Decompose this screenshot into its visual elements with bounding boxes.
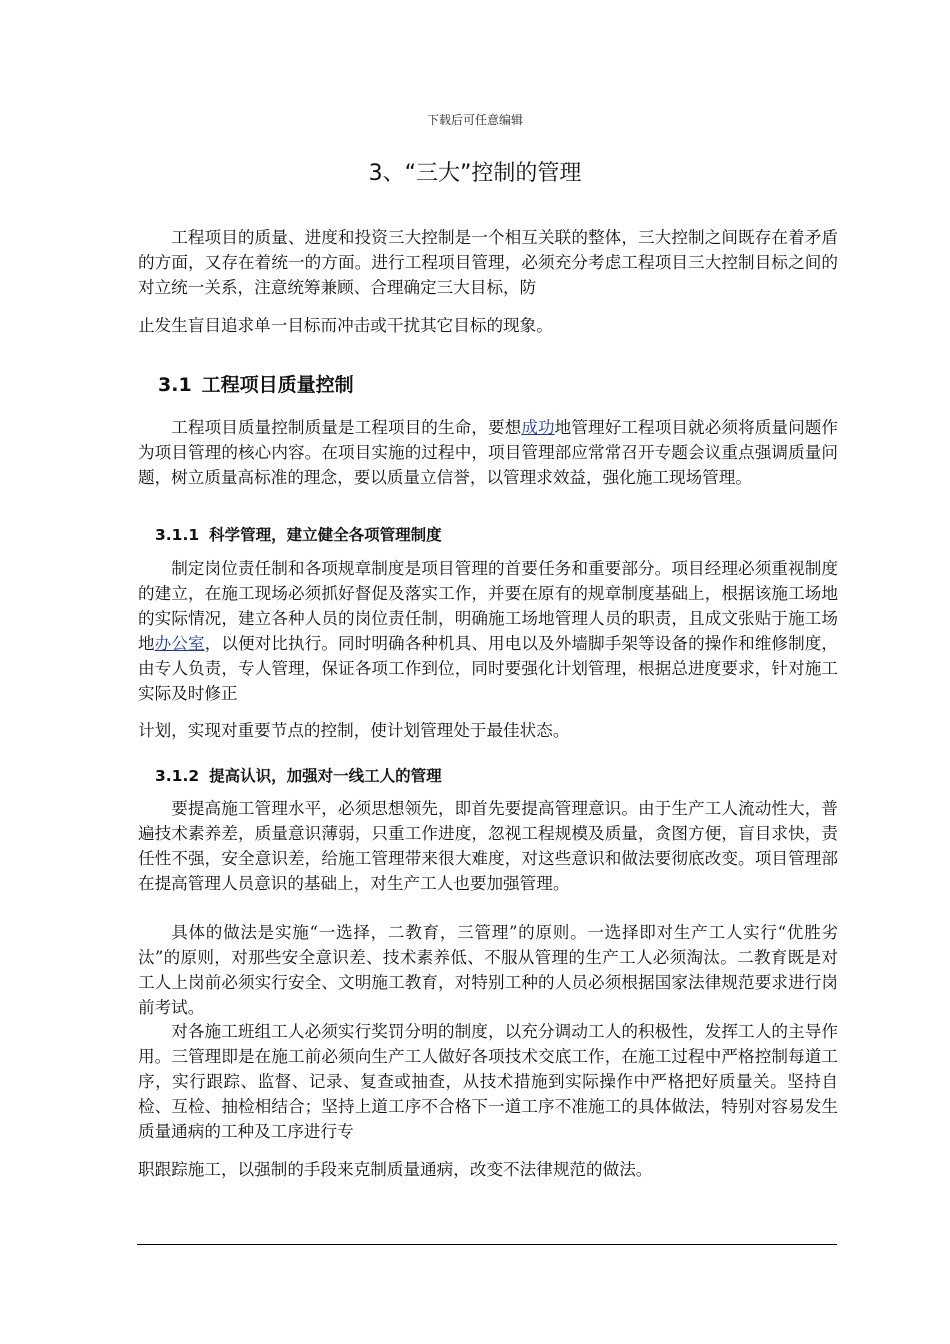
section-3-1-2-paragraph-3: 对各施工班组工人必须实行奖罚分明的制度，以充分调动工人的积极性，发挥工人的主导作用。三管理即是在施工前必须向生产工人做好各项技术交底工作，在施工过程中严格控制每道工序，实行跟踪、监督、记录、复查或抽查，从技术措施到实际操作中严格把好质量关。坚持自检、互检、抽检相结合；坚持上道工序不合格下一道工序不准施工的具体做法，特别对容易发生质量通病的工种及工序进行专: [138, 1022, 838, 1141]
section-number: 3.1.2: [155, 767, 200, 785]
section-3-1-2-paragraph-2: 具体的做法是实施“一选择，二教育，三管理”的原则。一选择即对生产工人实行“优胜劣汰”的原则，对那些安全意识差、技术素养低、不服从管理的生产工人必须淘汰。二教育既是对工人上岗前必须实行安全、文明施工教育，对特别工种的人员必须根据国家法律规范要求进行岗前考试。: [138, 923, 838, 1017]
intro-paragraph: 工程项目的质量、进度和投资三大控制是一个相互关联的整体，三大控制之间既存在着矛盾的方面，又存在着统一的方面。进行工程项目管理，必须充分考虑工程项目三大控制目标之间的对立统一关系，注意统筹兼顾、合理确定三大目标，防: [138, 228, 838, 297]
section-number: 3.1.1: [155, 526, 200, 544]
section-number: 3.1: [158, 374, 192, 396]
footer-rule: [137, 1244, 837, 1245]
section-3-1-1-paragraph: [138, 556, 838, 706]
section-3-1-1-paragraph-tail: 计划，实现对重要节点的控制，使计划管理处于最佳状态。: [138, 721, 570, 740]
section-3-1-2-heading: [155, 764, 442, 786]
paragraph-text: 工程项目质量控制质量是工程项目的生命，要想: [171, 418, 522, 437]
office-link[interactable]: 办公室: [154, 634, 205, 653]
paragraph-text: 地管理好工程项目就必须将质量问题作为项目管理的核心内容。在项目实施的过程中，项目管理部应常常召开专题会议重点强调质量问题，树立质量高标准的理念，要以质量立信誉，以管理求效益，强化施工现场管理。: [138, 418, 839, 487]
success-link[interactable]: 成功: [521, 418, 555, 437]
section-3-1-2-paragraph-tail: 职跟踪施工，以强制的手段来克制质量通病，改变不法律规范的做法。: [138, 1160, 653, 1179]
paragraph-text: 制定岗位责任制和各项规章制度是项目管理的首要任务和重要部分。项目经理必须重视制度的建立，在施工现场必须抓好督促及落实工作，并要在原有的规章制度基础上，根据该施工场地的实际情况，建立各种人员的岗位责任制，明确施工场地管理人员的职责，且成文张贴于施工场地: [138, 559, 838, 653]
header-note: 下载后可任意编辑: [426, 113, 523, 127]
section-title: 提高认识，加强对一线工人的管理: [209, 767, 442, 785]
intro-paragraph-tail: 止发生盲目追求单一目标而冲击或干扰其它目标的现象。: [138, 316, 553, 335]
section-3-1-heading: [158, 370, 354, 397]
section-title: 工程项目质量控制: [201, 374, 354, 396]
page-title: 3、“三大”控制的管理: [368, 161, 582, 186]
paragraph-text: ，以便对比执行。同时明确各种机具、用电以及外墙脚手架等设备的操作和维修制度，由专人负责，专人管理，保证各项工作到位，同时要强化计划管理，根据总进度要求，针对施工实际及时修正: [138, 634, 839, 703]
section-3-1-1-heading: [155, 523, 442, 545]
section-3-1-paragraph: [138, 415, 838, 490]
section-title: 科学管理，建立健全各项管理制度: [209, 526, 442, 544]
section-3-1-2-paragraph-1: 要提高施工管理水平，必须思想领先，即首先要提高管理意识。由于生产工人流动性大，普遍技术素养差，质量意识薄弱，只重工作进度，忽视工程规模及质量，贪图方便，盲目求快，责任性不强，安全意识差，给施工管理带来很大难度，对这些意识和做法要彻底改变。项目管理部在提高管理人员意识的基础上，对生产工人也要加强管理。: [138, 799, 838, 893]
